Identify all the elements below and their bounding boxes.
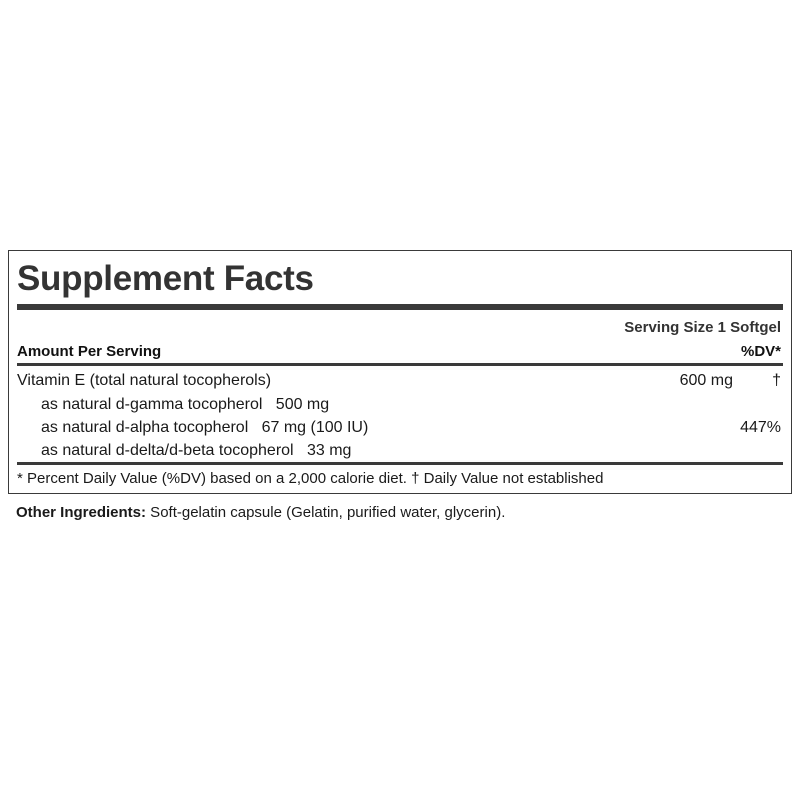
dv-header: %DV* bbox=[740, 343, 781, 360]
nutrient-row bbox=[17, 419, 781, 441]
nutrient-name: Vitamin E (total natural tocopherols) bbox=[17, 372, 272, 389]
nutrient-dv: 447% bbox=[740, 419, 781, 436]
footer-divider bbox=[17, 462, 783, 465]
other-ingredients-text: Soft-gelatin capsule (Gelatin, purified water, glycerin). bbox=[146, 504, 506, 521]
amount-per-serving-header: Amount Per Serving bbox=[17, 343, 162, 360]
header-divider bbox=[17, 363, 783, 366]
panel-title: Supplement Facts bbox=[17, 259, 314, 298]
supplement-facts-panel bbox=[8, 250, 792, 494]
nutrient-name: as natural d-gamma tocopherol 500 mg bbox=[41, 396, 330, 413]
footnote: * Percent Daily Value (%DV) based on a 2,000 calorie diet. † Daily Value not established bbox=[17, 470, 604, 487]
nutrient-dv: † bbox=[772, 372, 781, 389]
other-ingredients-label: Other Ingredients: bbox=[16, 504, 147, 521]
nutrient-row bbox=[17, 372, 781, 394]
nutrient-row bbox=[17, 442, 781, 464]
nutrient-row bbox=[17, 396, 781, 418]
other-ingredients bbox=[16, 504, 505, 521]
serving-size: Serving Size 1 Softgel bbox=[624, 319, 781, 336]
nutrient-name: as natural d-alpha tocopherol 67 mg (100 IU) bbox=[41, 419, 369, 436]
nutrient-name: as natural d-delta/d-beta tocopherol 33 mg bbox=[41, 442, 352, 459]
thick-divider bbox=[17, 304, 783, 310]
nutrient-amount: 600 mg bbox=[679, 372, 733, 389]
